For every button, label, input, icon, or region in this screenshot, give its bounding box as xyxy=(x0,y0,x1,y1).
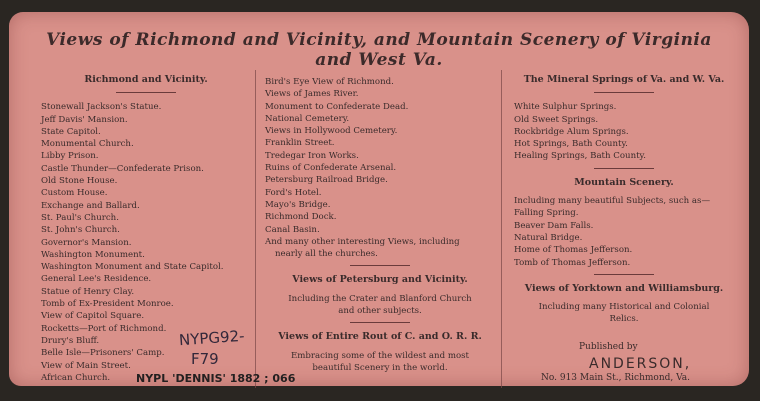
list-item: View of Main Street. xyxy=(41,360,131,371)
column-divider-right xyxy=(501,70,502,388)
list-item: Statue of Henry Clay. xyxy=(41,286,135,297)
section-rule xyxy=(594,168,654,169)
list-item: Rocketts—Port of Richmond. xyxy=(41,323,167,334)
column-divider-left xyxy=(255,70,256,388)
route-heading: Views of Entire Rout of C. and O. R. R. xyxy=(278,331,482,343)
heading-rule xyxy=(116,92,176,93)
route-text: beautiful Scenery in the world. xyxy=(312,362,448,373)
column-springs xyxy=(514,74,734,326)
list-item: Custom House. xyxy=(41,188,108,199)
published-by-label: Published by xyxy=(579,342,638,352)
list-item: Castle Thunder—Confederate Prison. xyxy=(41,163,204,174)
list-item: Exchange and Ballard. xyxy=(41,200,140,211)
list-item: Stonewall Jackson's Statue. xyxy=(41,102,162,113)
list-item: African Church. xyxy=(41,372,111,383)
list-item: Monument to Confederate Dead. xyxy=(265,101,409,112)
list-item: Tomb of Ex-President Monroe. xyxy=(41,299,174,310)
card-title: Views of Richmond and Vicinity, and Mountain Scenery of Virginia and West Va. xyxy=(46,30,712,70)
list-item: White Sulphur Springs. xyxy=(514,102,617,113)
richmond-heading: Richmond and Vicinity. xyxy=(84,74,208,85)
list-item: Mayo's Bridge. xyxy=(265,199,331,210)
petersburg-heading: Views of Petersburg and Vicinity. xyxy=(292,274,468,286)
route-text: Embracing some of the wildest and most xyxy=(290,350,470,361)
list-item: General Lee's Residence. xyxy=(41,274,152,285)
petersburg-text: Including the Crater and Blanford Church xyxy=(288,293,472,304)
springs-heading: The Mineral Springs of Va. and W. Va. xyxy=(523,74,725,85)
list-item: Franklin Street. xyxy=(265,138,335,149)
handwritten-call-number-suffix: F79 xyxy=(191,350,219,368)
list-item: Ford's Hotel. xyxy=(265,187,322,198)
list-item: Drury's Bluff. xyxy=(41,335,100,346)
list-item: And many other interesting Views, including xyxy=(265,236,460,247)
list-item: Washington Monument and State Capitol. xyxy=(41,262,224,273)
publisher-name: ANDERSON, xyxy=(589,356,692,372)
list-item: Ruins of Confederate Arsenal. xyxy=(265,163,397,174)
list-item: Old Stone House. xyxy=(41,176,118,187)
list-item: Richmond Dock. xyxy=(265,212,337,223)
library-stamp: NYPL 'DENNIS' 1882 ; 066 xyxy=(136,372,296,385)
list-item: nearly all the churches. xyxy=(275,249,378,260)
section-rule xyxy=(350,322,410,323)
list-item: Tomb of Thomas Jefferson. xyxy=(514,257,631,268)
list-item: Governor's Mansion. xyxy=(41,237,132,248)
list-item: St. Paul's Church. xyxy=(41,212,119,223)
list-item: View of Capitol Square. xyxy=(41,311,145,322)
list-item: Natural Bridge. xyxy=(514,232,583,243)
list-item: Including many beautiful Subjects, such as— xyxy=(514,196,711,207)
list-item: Hot Springs, Bath County. xyxy=(514,139,628,150)
list-item: Tredegar Iron Works. xyxy=(265,150,359,161)
list-item: Monumental Church. xyxy=(41,139,134,150)
list-item: Views in Hollywood Cemetery. xyxy=(265,126,398,137)
list-item: Bird's Eye View of Richmond. xyxy=(265,77,394,87)
list-item: National Cemetery. xyxy=(265,113,350,124)
section-rule xyxy=(594,274,654,275)
list-item: Rockbridge Alum Springs. xyxy=(514,126,629,137)
petersburg-text: and other subjects. xyxy=(338,306,422,317)
list-item: Beaver Dam Falls. xyxy=(514,220,594,231)
list-item: Home of Thomas Jefferson. xyxy=(514,245,633,256)
yorktown-text: Relics. xyxy=(609,314,639,325)
list-item: Views of James River. xyxy=(265,89,359,100)
list-item: Falling Spring. xyxy=(514,208,579,219)
section-rule xyxy=(350,265,410,266)
heading-rule xyxy=(594,92,654,93)
mountain-heading: Mountain Scenery. xyxy=(574,176,674,188)
list-item: Belle Isle—Prisoners' Camp. xyxy=(41,348,165,359)
list-item: Libby Prison. xyxy=(41,151,99,162)
list-item: Washington Monument. xyxy=(41,249,145,260)
list-item: State Capitol. xyxy=(41,126,101,137)
publisher-address: No. 913 Main St., Richmond, Va. xyxy=(541,373,691,383)
handwritten-call-number: NYPG92- xyxy=(178,326,246,350)
list-item: Canal Basin. xyxy=(265,224,320,235)
list-item: Jeff Davis' Mansion. xyxy=(41,114,128,125)
stereograph-card-back xyxy=(9,12,749,386)
column-richmond-continued xyxy=(265,76,495,374)
list-item: Healing Springs, Bath County. xyxy=(514,151,646,162)
list-item: St. John's Church. xyxy=(41,225,120,236)
yorktown-heading: Views of Yorktown and Williamsburg. xyxy=(524,282,724,294)
list-item: Old Sweet Springs. xyxy=(514,114,599,125)
yorktown-text: Including many Historical and Colonial xyxy=(538,302,710,313)
list-item: Petersburg Railroad Bridge. xyxy=(265,175,388,186)
